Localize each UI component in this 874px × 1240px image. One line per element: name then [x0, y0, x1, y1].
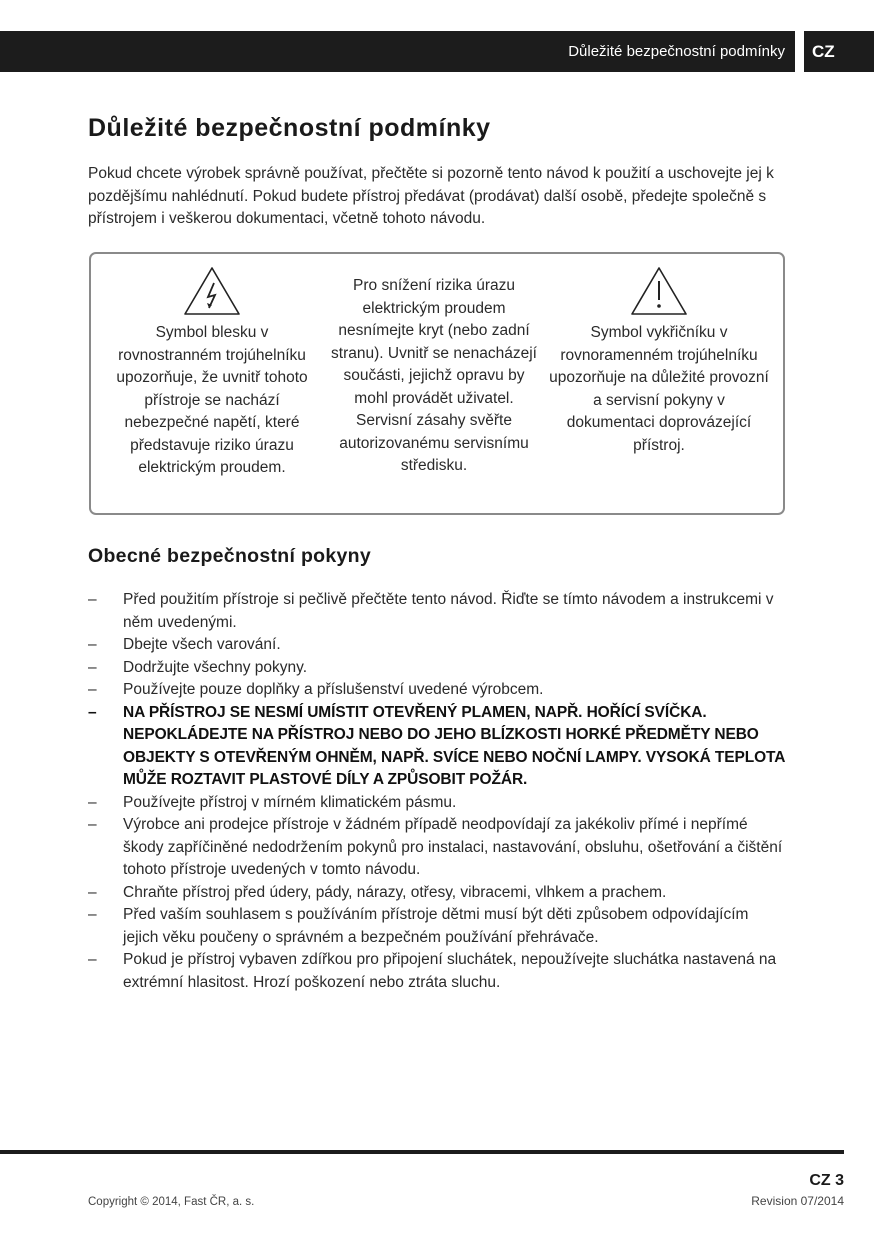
middle-warning-text: Pro snížení rizika úrazu elektrickým proudem nesnímejte kryt (nebo zadní stranu). Uvnitř se nenacházejí součásti, jejichž opravu by mohl provádět uživatel. Servisní zásahy svěřte autorizovanému servisnímu středisku. — [331, 277, 537, 474]
list-item: – Dbejte všech varování. — [88, 634, 788, 657]
list-item: – Používejte přístroj v mírném klimatickém pásmu. — [88, 792, 788, 815]
list-item: – Před použitím přístroje si pečlivě přečtěte tento návod. Řiďte se tímto návodem a instrukcemi v něm uvedenými. — [88, 589, 788, 634]
exclamation-description: Symbol vykřičníku v rovnoramenném trojúhelníku upozorňuje na důležité provozní a servisní pokyny v dokumentaci doprovázející přístroj. — [549, 324, 769, 454]
list-item: – Pokud je přístroj vybaven zdířkou pro připojení sluchátek, nepoužívejte sluchátka nastavená na extrémní hlasitost. Hrozí poškození nebo ztráta sluchu. — [88, 949, 788, 994]
list-item: – Před vaším souhlasem s používáním přístroje dětmi musí být děti způsobem odpovídajícím jejich věku poučeny o správném a bezpečném používání přehrávače. — [88, 904, 788, 949]
list-item: – Chraňte přístroj před údery, pády, nárazy, otřesy, vibracemi, vlhkem a prachem. — [88, 882, 788, 905]
page-title: Důležité bezpečnostní podmínky — [88, 114, 491, 142]
section-heading: Obecné bezpečnostní pokyny — [88, 545, 372, 567]
header-title: Důležité bezpečnostní podmínky — [568, 43, 785, 60]
list-item-fire-warning: – NA PŘÍSTROJ SE NESMÍ UMÍSTIT OTEVŘENÝ PLAMEN, NAPŘ. HOŘÍCÍ SVÍČKA. NEPOKLÁDEJTE NA PŘÍSTROJ NEBO DO JEHO BLÍZKOSTI HORKÉ PŘEDMĚTY NEBO OBJEKTY S OTEVŘENÝM OHNĚM, NAPŘ. SVÍCE NEBO NOČNÍ LAMPY. VYSOKÁ TEPLOTA MŮŽE ROZTAVIT PLASTOVÉ DÍLY A ZPŮSOBIT POŽÁR. — [88, 702, 788, 792]
exclamation-column — [548, 254, 770, 457]
footer-divider — [0, 1150, 844, 1154]
header-bar — [0, 31, 795, 72]
lightning-description: Symbol blesku v rovnostranném trojúhelníku upozorňuje, že uvnitř tohoto přístroje se nachází nebezpečné napětí, které představuje riziko úrazu elektrickým proudem. — [116, 324, 308, 476]
language-badge: CZ — [804, 31, 874, 72]
page-number: CZ 3 — [809, 1172, 844, 1189]
safety-list — [88, 589, 788, 994]
list-item: – Dodržujte všechny pokyny. — [88, 657, 788, 680]
lightning-warning-icon — [183, 266, 241, 316]
lightning-column — [109, 254, 315, 480]
warning-box — [89, 252, 785, 515]
copyright: Copyright © 2014, Fast ČR, a. s. — [88, 1196, 255, 1208]
list-item: – Výrobce ani prodejce přístroje v žádném případě neodpovídají za jakékoliv přímé i nepřímé škody zapříčiněné nedodržením pokynů pro instalaci, nastavování, obsluhu, ošetřování a čištění tohoto přístroje uvedených v tomto návodu. — [88, 814, 788, 882]
revision: Revision 07/2014 — [751, 1194, 844, 1208]
intro-paragraph: Pokud chcete výrobek správně používat, přečtěte si pozorně tento návod k použití a uschovejte jej k pozdějšímu nahlédnutí. Pokud budete přístroj předávat (prodávat) další osobě, předejte společně s přístrojem i veškerou dokumentaci, včetně tohoto návodu. — [88, 165, 774, 227]
list-item: – Používejte pouze doplňky a příslušenství uvedené výrobcem. — [88, 679, 788, 702]
exclamation-warning-icon — [630, 266, 688, 316]
